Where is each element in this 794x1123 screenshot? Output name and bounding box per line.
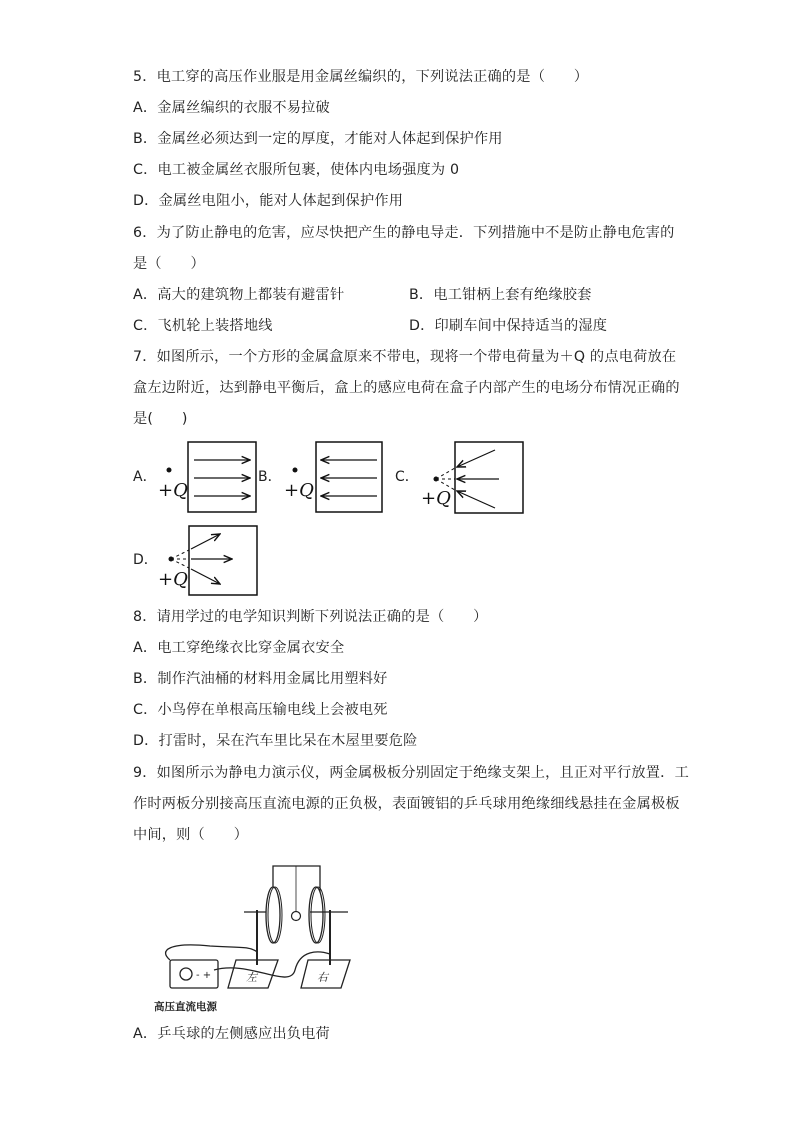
q6-option-d: D．印刷车间中保持适当的湿度: [409, 318, 608, 334]
q8-option-a: A．电工穿绝缘衣比穿金属衣安全: [133, 640, 345, 656]
q6-stem-line2: 是（ ）: [133, 256, 205, 272]
field-line: [457, 450, 495, 467]
metal-box: [188, 442, 256, 512]
q7-figure-b: [280, 438, 390, 518]
power-supply-label: 高压直流电源: [154, 1001, 217, 1013]
q7-option-a-label: A．: [133, 469, 157, 485]
dashed-line: [436, 468, 455, 479]
q9-option-a: A．乒乓球的左侧感应出负电荷: [133, 1026, 330, 1042]
q5-option-d: D．金属丝电阻小，能对人体起到保护作用: [133, 193, 404, 209]
q7-figure-c: [415, 438, 530, 518]
q6-option-b: B．电工钳柄上套有绝缘胶套: [409, 287, 592, 303]
q9-stem-line2: 作时两板分别接高压直流电源的正负极，表面镀铝的乒乓球用绝缘细线悬挂在金属极板: [133, 796, 680, 812]
q6-stem-line1: 6．为了防止静电的危害，应尽快把产生的静电导走．下列措施中不是防止静电危害的: [133, 225, 675, 241]
ping-pong-ball: [292, 912, 301, 921]
left-label: 左: [246, 971, 257, 984]
point-charge: [434, 477, 439, 482]
q7-stem-line2: 盒左边附近，达到静电平衡后，盒上的感应电荷在盒子内部产生的电场分布情况正确的: [133, 380, 680, 396]
point-charge: [293, 468, 298, 473]
q5-option-b: B．金属丝必须达到一定的厚度，才能对人体起到保护作用: [133, 131, 503, 147]
q8-stem: 8．请用学过的电学知识判断下列说法正确的是（ ）: [133, 609, 488, 625]
right-label: 右: [317, 971, 328, 984]
charge-label: +Q: [284, 480, 314, 501]
metal-box: [316, 442, 382, 512]
q9-stem-line3: 中间，则（ ）: [133, 827, 249, 843]
q8-option-c: C．小鸟停在单根高压输电线上会被电死: [133, 702, 388, 718]
power-dial: [180, 968, 192, 980]
q8-option-d: D．打雷时，呆在汽车里比呆在木屋里要危险: [133, 733, 418, 749]
q7-option-c-label: C．: [395, 469, 419, 485]
field-line: [191, 569, 220, 584]
q7-option-b-label: B．: [258, 469, 282, 485]
dashed-line: [171, 559, 189, 568]
q9-stem-line1: 9．如图所示为静电力演示仪，两金属极板分别固定于绝缘支架上，且正对平行放置．工: [133, 765, 689, 781]
q6-option-a: A．高大的建筑物上都装有避雷针: [133, 287, 345, 303]
q9-apparatus-figure: [150, 860, 370, 1018]
q5-option-c: C．电工被金属丝衣服所包裹，使体内电场强度为 0: [133, 162, 460, 178]
dashed-line: [171, 550, 189, 559]
q5-stem: 5．电工穿的高压作业服是用金属丝编织的，下列说法正确的是（ ）: [133, 69, 589, 85]
q7-figure-a: [150, 438, 260, 518]
charge-label: +Q: [158, 480, 188, 501]
q5-option-a: A．金属丝编织的衣服不易拉破: [133, 100, 330, 116]
field-line: [191, 534, 220, 549]
q7-figure-d: [152, 522, 262, 598]
terminals-label: - +: [196, 970, 212, 981]
q8-option-b: B．制作汽油桶的材料用金属比用塑料好: [133, 671, 388, 687]
q6-option-c: C．飞机轮上装搭地线: [133, 318, 273, 334]
q7-stem-line1: 7．如图所示，一个方形的金属盒原来不带电，现将一个带电荷量为＋Q 的点电荷放在: [133, 349, 677, 365]
point-charge: [169, 557, 174, 562]
field-line: [457, 491, 495, 508]
metal-box: [189, 526, 257, 595]
charge-label: +Q: [421, 488, 451, 509]
q7-stem-line3: 是( ): [133, 411, 188, 427]
point-charge: [167, 468, 172, 473]
wire-negative: [166, 945, 257, 960]
q7-option-d-label: D．: [133, 552, 158, 568]
charge-label: +Q: [158, 569, 188, 590]
